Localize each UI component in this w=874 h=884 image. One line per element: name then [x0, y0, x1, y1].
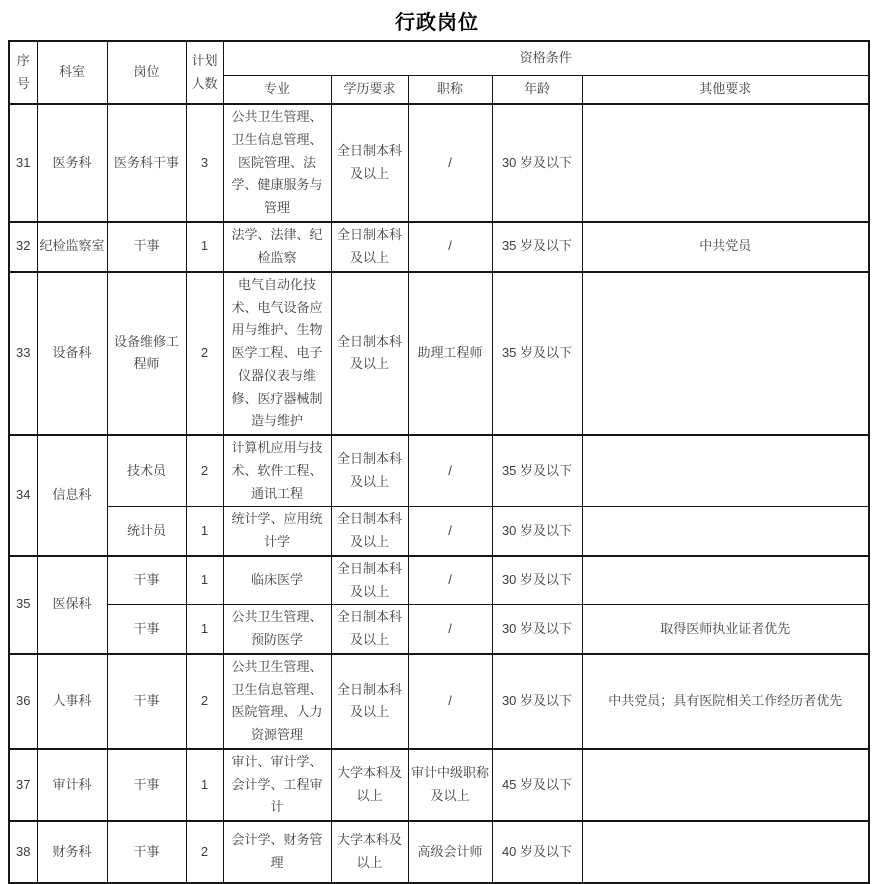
cell-serial: 34	[9, 435, 37, 556]
cell-count: 1	[186, 222, 223, 272]
cell-prof-title: /	[408, 507, 492, 556]
cell-department: 审计科	[37, 749, 107, 821]
cell-serial: 36	[9, 654, 37, 749]
cell-education: 全日制本科及以上	[331, 222, 408, 272]
header-position: 岗位	[107, 41, 186, 104]
cell-position: 统计员	[107, 507, 186, 556]
cell-major: 会计学、财务管理	[223, 821, 331, 883]
cell-position: 干事	[107, 821, 186, 883]
cell-other	[582, 435, 869, 507]
header-age: 年龄	[492, 75, 582, 104]
table-row	[9, 222, 869, 272]
cell-position: 干事	[107, 222, 186, 272]
cell-prof-title: 助理工程师	[408, 272, 492, 435]
cell-age: 45 岁及以下	[492, 749, 582, 821]
admin-positions-table	[8, 40, 870, 884]
cell-major: 统计学、应用统计学	[223, 507, 331, 556]
cell-education: 全日制本科及以上	[331, 605, 408, 654]
cell-education: 大学本科及以上	[331, 749, 408, 821]
cell-age: 35 岁及以下	[492, 272, 582, 435]
cell-position: 干事	[107, 605, 186, 654]
cell-serial: 32	[9, 222, 37, 272]
cell-other: 取得医师执业证者优先	[582, 605, 869, 654]
cell-prof-title: /	[408, 104, 492, 222]
header-serial: 序号	[9, 41, 37, 104]
cell-major: 电气自动化技术、电气设备应用与维护、生物医学工程、电子仪器仪表与维修、医疗器械制造与维护	[223, 272, 331, 435]
header-planned-count: 计划人数	[186, 41, 223, 104]
cell-major: 公共卫生管理、预防医学	[223, 605, 331, 654]
cell-department: 医保科	[37, 556, 107, 654]
cell-other	[582, 821, 869, 883]
cell-other: 中共党员	[582, 222, 869, 272]
cell-age: 35 岁及以下	[492, 222, 582, 272]
cell-education: 全日制本科及以上	[331, 507, 408, 556]
header-major: 专业	[223, 75, 331, 104]
header-education: 学历要求	[331, 75, 408, 104]
table-row	[9, 605, 869, 654]
cell-position: 干事	[107, 556, 186, 605]
cell-serial: 38	[9, 821, 37, 883]
cell-count: 2	[186, 654, 223, 749]
cell-department: 人事科	[37, 654, 107, 749]
cell-count: 1	[186, 749, 223, 821]
cell-count: 2	[186, 435, 223, 507]
cell-count: 2	[186, 821, 223, 883]
cell-department: 医务科	[37, 104, 107, 222]
cell-count: 2	[186, 272, 223, 435]
cell-serial: 33	[9, 272, 37, 435]
cell-department: 财务科	[37, 821, 107, 883]
cell-prof-title: 高级会计师	[408, 821, 492, 883]
cell-other	[582, 507, 869, 556]
cell-serial: 35	[9, 556, 37, 654]
cell-prof-title: 审计中级职称及以上	[408, 749, 492, 821]
table-row	[9, 556, 869, 605]
cell-department: 纪检监察室	[37, 222, 107, 272]
cell-other: 中共党员；具有医院相关工作经历者优先	[582, 654, 869, 749]
cell-prof-title: /	[408, 435, 492, 507]
cell-other	[582, 556, 869, 605]
table-row	[9, 654, 869, 749]
table-row	[9, 749, 869, 821]
header-row-1	[9, 41, 869, 75]
cell-position: 干事	[107, 749, 186, 821]
cell-department: 设备科	[37, 272, 107, 435]
cell-age: 30 岁及以下	[492, 605, 582, 654]
cell-education: 大学本科及以上	[331, 821, 408, 883]
cell-prof-title: /	[408, 556, 492, 605]
cell-education: 全日制本科及以上	[331, 435, 408, 507]
header-department: 科室	[37, 41, 107, 104]
cell-other	[582, 272, 869, 435]
table-row	[9, 272, 869, 435]
cell-major: 法学、法律、纪检监察	[223, 222, 331, 272]
cell-age: 30 岁及以下	[492, 104, 582, 222]
header-qualification: 资格条件	[223, 41, 869, 75]
cell-age: 30 岁及以下	[492, 556, 582, 605]
cell-education: 全日制本科及以上	[331, 104, 408, 222]
table-row	[9, 435, 869, 507]
cell-major: 公共卫生管理、卫生信息管理、医院管理、法学、健康服务与管理	[223, 104, 331, 222]
table-row	[9, 104, 869, 222]
cell-position: 技术员	[107, 435, 186, 507]
cell-prof-title: /	[408, 222, 492, 272]
cell-education: 全日制本科及以上	[331, 556, 408, 605]
cell-age: 40 岁及以下	[492, 821, 582, 883]
header-prof-title: 职称	[408, 75, 492, 104]
cell-serial: 37	[9, 749, 37, 821]
table-row	[9, 507, 869, 556]
table-row	[9, 821, 869, 883]
cell-position: 干事	[107, 654, 186, 749]
cell-position: 医务科干事	[107, 104, 186, 222]
cell-education: 全日制本科及以上	[331, 654, 408, 749]
cell-major: 公共卫生管理、卫生信息管理、医院管理、人力资源管理	[223, 654, 331, 749]
cell-count: 1	[186, 507, 223, 556]
cell-other	[582, 749, 869, 821]
cell-major: 审计、审计学、会计学、工程审计	[223, 749, 331, 821]
cell-count: 1	[186, 556, 223, 605]
header-other: 其他要求	[582, 75, 869, 104]
cell-other	[582, 104, 869, 222]
cell-education: 全日制本科及以上	[331, 272, 408, 435]
cell-department: 信息科	[37, 435, 107, 556]
cell-count: 3	[186, 104, 223, 222]
cell-count: 1	[186, 605, 223, 654]
cell-major: 临床医学	[223, 556, 331, 605]
cell-age: 35 岁及以下	[492, 435, 582, 507]
cell-age: 30 岁及以下	[492, 654, 582, 749]
cell-position: 设备维修工程师	[107, 272, 186, 435]
cell-prof-title: /	[408, 654, 492, 749]
page-title: 行政岗位	[395, 12, 479, 34]
cell-prof-title: /	[408, 605, 492, 654]
cell-major: 计算机应用与技术、软件工程、通讯工程	[223, 435, 331, 507]
cell-serial: 31	[9, 104, 37, 222]
cell-age: 30 岁及以下	[492, 507, 582, 556]
